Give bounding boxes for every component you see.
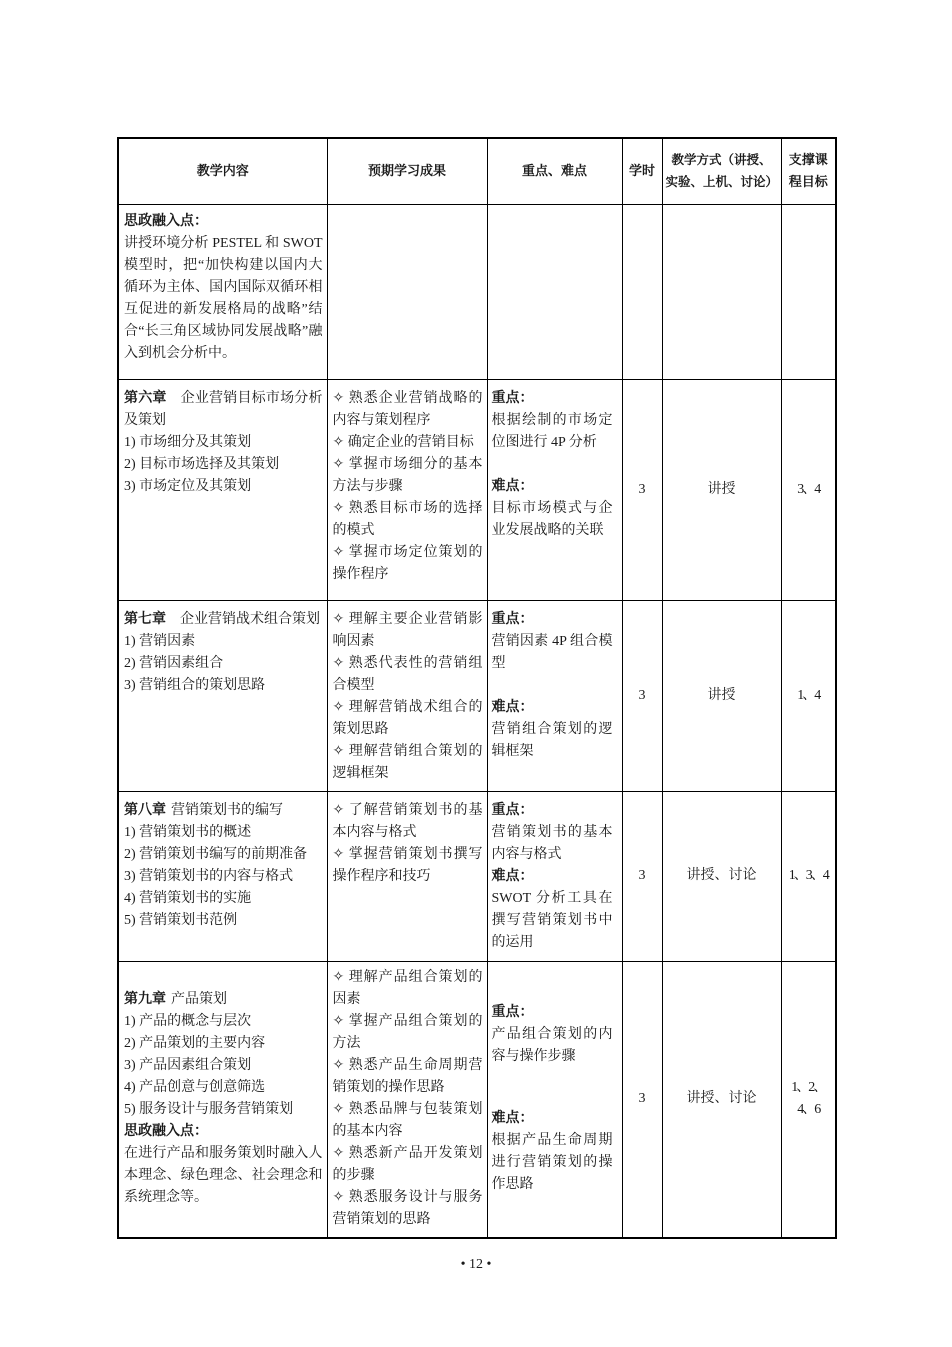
content-cell	[118, 791, 327, 961]
chapter-heading	[124, 800, 323, 822]
outcome-item: ✧ 掌握市场定位策划的操作程序	[332, 544, 483, 582]
list-item: 2) 目标市场选择及其策划	[124, 456, 280, 472]
outcome-item: ✧ 熟悉企业营销战略的内容与策划程序	[332, 390, 483, 428]
content-cell	[118, 961, 327, 1238]
outcome-item: ✧ 熟悉服务设计与服务营销策划的思路	[332, 1190, 483, 1228]
list-item: 1) 市场细分及其策划	[124, 434, 252, 450]
list-item: 3) 营销策划书的内容与格式	[124, 868, 294, 884]
method-cell: 讲授、讨论	[662, 961, 781, 1238]
key-label: 重点：	[491, 1005, 534, 1021]
content-cell	[118, 204, 327, 379]
chapter-heading	[124, 989, 323, 1011]
outcome-item: ✧ 确定企业的营销目标	[332, 434, 474, 450]
outcome-item: ✧ 理解主要企业营销影响因素	[332, 611, 483, 649]
outcomes-cell	[327, 600, 487, 791]
list-item: 1) 营销策划书的概述	[124, 824, 252, 840]
hours-cell: 3	[622, 791, 662, 961]
list-item: 3) 营销组合的策划思路	[124, 677, 266, 693]
outcome-item: ✧ 熟悉产品生命周期营销策划的操作思路	[332, 1058, 483, 1096]
difficulty-label: 难点：	[491, 478, 534, 494]
key-points-cell	[487, 961, 622, 1238]
chapter-number: 第九章	[124, 992, 166, 1008]
outcome-item: ✧ 掌握市场细分的基本方法与步骤	[332, 456, 483, 494]
key-label: 重点：	[491, 611, 534, 627]
key-point-text: 根据绘制的市场定位图进行 4P 分析	[491, 412, 613, 450]
difficulty-text: SWOT 分析工具在撰写营销策划书中的运用	[491, 890, 613, 950]
list-item: 5) 营销策划书范例	[124, 912, 238, 928]
table-header-row	[118, 138, 836, 204]
hours-cell: 3	[622, 600, 662, 791]
list-item: 3) 市场定位及其策划	[124, 478, 252, 494]
hours-cell: 3	[622, 961, 662, 1238]
objectives-cell: 3、4	[781, 379, 836, 600]
hours-cell	[622, 204, 662, 379]
header-hours: 学时	[622, 138, 662, 204]
method-cell: 讲授	[662, 600, 781, 791]
difficulty-text: 目标市场模式与企业发展战略的关联	[491, 500, 613, 538]
outcomes-cell	[327, 204, 487, 379]
key-label: 重点：	[491, 802, 534, 818]
list-item: 5) 服务设计与服务营销策划	[124, 1102, 294, 1118]
list-item: 1) 产品的概念与层次	[124, 1014, 252, 1030]
key-points-cell	[487, 791, 622, 961]
outcome-item: ✧ 熟悉新产品开发策划的步骤	[332, 1146, 483, 1184]
outcome-item: ✧ 理解营销组合策划的逻辑框架	[332, 743, 483, 781]
header-objectives: 支撑课程目标	[781, 138, 836, 204]
ideology-text: 讲授环境分析 PESTEL 和 SWOT 模型时，把“加快构建以国内大循环为主体、国内国际双循环相互促进的新发展格局的战略”结合“长三角区域协同发展战略”融入到机会分析中。	[124, 235, 323, 361]
table-row	[118, 204, 836, 379]
header-method: 教学方式（讲授、实验、上机、讨论）	[662, 138, 781, 204]
outcome-item: ✧ 理解营销战术组合的策划思路	[332, 699, 483, 737]
header-content: 教学内容	[118, 138, 327, 204]
table-row	[118, 379, 836, 600]
hours-cell: 3	[622, 379, 662, 600]
difficulty-text: 营销组合策划的逻辑框架	[491, 721, 613, 759]
outcomes-cell	[327, 961, 487, 1238]
chapter-number: 第七章	[124, 611, 166, 627]
header-key-points: 重点、难点	[487, 138, 622, 204]
list-item: 3) 产品因素组合策划	[124, 1058, 252, 1074]
table-row	[118, 791, 836, 961]
content-cell	[118, 379, 327, 600]
list-item: 1) 营销因素	[124, 633, 196, 649]
ideology-text: 在进行产品和服务策划时融入人本理念、绿色理念、社会理念和系统理念等。	[124, 1146, 323, 1206]
chapter-number: 第八章	[124, 802, 166, 818]
chapter-title: 企业营销战术组合策划	[180, 611, 320, 627]
key-point-text: 产品组合策划的内容与操作步骤	[491, 1027, 613, 1065]
list-item: 2) 营销策划书编写的前期准备	[124, 846, 308, 862]
outcome-item: ✧ 熟悉代表性的营销组合模型	[332, 655, 483, 693]
chapter-number: 第六章	[124, 390, 167, 406]
outcome-item: ✧ 理解产品组合策划的因素	[332, 970, 483, 1008]
key-points-cell	[487, 379, 622, 600]
outcome-item: ✧ 掌握营销策划书撰写操作程序和技巧	[332, 846, 483, 884]
method-cell: 讲授、讨论	[662, 791, 781, 961]
outcome-item: ✧ 了解营销策划书的基本内容与格式	[332, 802, 483, 840]
header-outcomes: 预期学习成果	[327, 138, 487, 204]
difficulty-text: 根据产品生命周期进行营销策划的操作思路	[491, 1133, 613, 1193]
syllabus-table	[117, 137, 837, 1239]
chapter-title: 营销策划书的编写	[171, 802, 283, 818]
objectives-cell	[781, 204, 836, 379]
ideology-label: 思政融入点：	[124, 213, 208, 229]
outcome-item: ✧ 掌握产品组合策划的方法	[332, 1014, 483, 1052]
key-point-text: 营销因素 4P 组合模型	[491, 633, 613, 671]
chapter-title: 产品策划	[171, 992, 227, 1008]
difficulty-label: 难点：	[491, 1111, 534, 1127]
outcomes-cell	[327, 379, 487, 600]
outcomes-cell	[327, 791, 487, 961]
difficulty-label: 难点：	[491, 868, 534, 884]
method-cell	[662, 204, 781, 379]
key-point-text: 营销策划书的基本内容与格式	[491, 824, 613, 862]
list-item: 2) 营销因素组合	[124, 655, 224, 671]
chapter-title: 企业营销目标市场分析及策划	[124, 390, 323, 428]
difficulty-label: 难点：	[491, 699, 534, 715]
key-points-cell	[487, 204, 622, 379]
ideology-label: 思政融入点：	[124, 1124, 208, 1140]
list-item: 2) 产品策划的主要内容	[124, 1036, 266, 1052]
table-row	[118, 961, 836, 1238]
chapter-heading	[124, 609, 323, 631]
key-points-cell	[487, 600, 622, 791]
chapter-heading	[124, 388, 323, 432]
page-number: • 12 •	[460, 1257, 492, 1272]
outcome-item: ✧ 熟悉品牌与包装策划的基本内容	[332, 1102, 483, 1140]
list-item: 4) 营销策划书的实施	[124, 890, 252, 906]
table-row	[118, 600, 836, 791]
objectives-cell: 1、4	[781, 600, 836, 791]
list-item: 4) 产品创意与创意筛选	[124, 1080, 266, 1096]
objectives-cell: 1、2、4、6	[781, 961, 836, 1238]
method-cell: 讲授	[662, 379, 781, 600]
key-label: 重点：	[491, 390, 534, 406]
outcome-item: ✧ 熟悉目标市场的选择的模式	[332, 500, 483, 538]
objectives-cell: 1、3、4	[781, 791, 836, 961]
content-cell	[118, 600, 327, 791]
